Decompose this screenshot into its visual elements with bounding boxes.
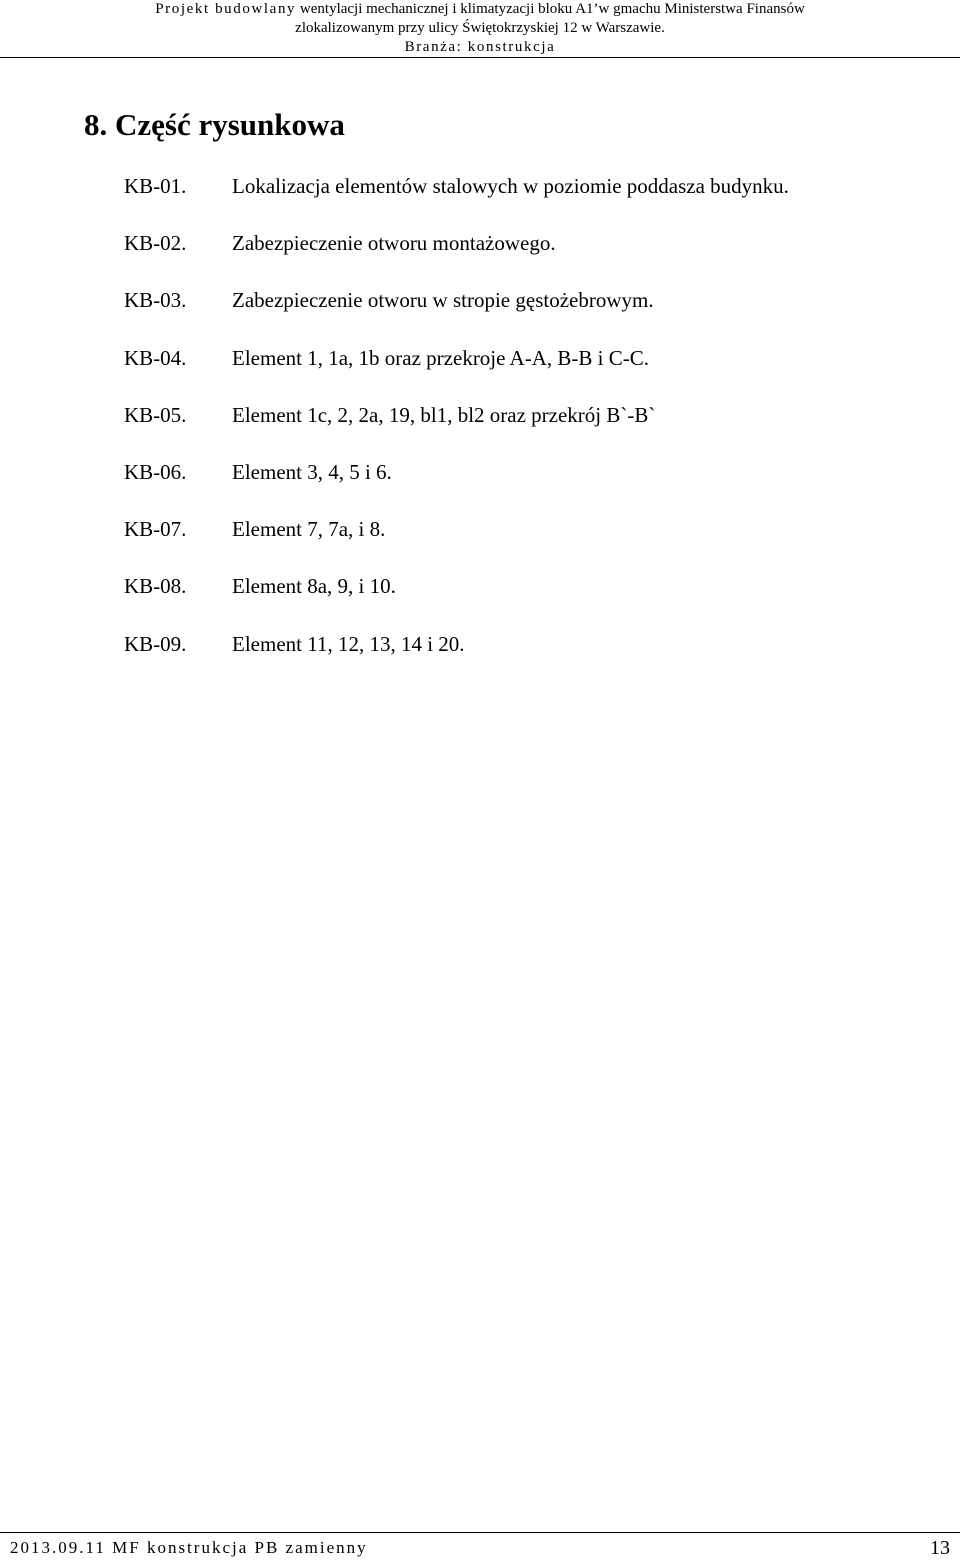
header-divider	[0, 57, 960, 58]
drawing-code: KB-02.	[124, 231, 187, 256]
header-line-project	[0, 0, 960, 19]
drawing-item	[124, 225, 789, 282]
drawing-code: KB-09.	[124, 631, 187, 656]
drawing-code: KB-08.	[124, 574, 187, 599]
drawing-code: KB-04.	[124, 345, 187, 370]
drawing-description: Zabezpieczenie otworu w stropie gęstożebrowym.	[232, 288, 654, 313]
drawing-item	[124, 511, 789, 568]
drawing-description: Lokalizacja elementów stalowych w poziomie poddasza budynku.	[232, 174, 789, 198]
header-line-location: zlokalizowanym przy ulicy Świętokrzyskiej 12 w Warszawie.	[295, 20, 665, 36]
header-line-discipline: Branża: konstrukcja	[404, 39, 556, 55]
drawing-item	[124, 568, 789, 625]
footer-document-info: 2013.09.11 MF konstrukcja PB zamienny	[10, 1538, 368, 1557]
section-title: 8. Część rysunkowa	[84, 107, 345, 142]
drawing-code: KB-05.	[124, 402, 187, 427]
drawing-description: Element 1c, 2, 2a, 19, bl1, bl2 oraz przekrój B`-B`	[232, 402, 656, 427]
page-footer	[0, 1535, 960, 1561]
drawing-code: KB-01.	[124, 174, 187, 198]
drawing-item	[124, 397, 789, 454]
drawing-description: Element 11, 12, 13, 14 i 20.	[232, 631, 465, 656]
page-header	[0, 0, 960, 57]
drawing-list	[124, 168, 789, 683]
header-project-text: wentylacji mechanicznej i klimatyzacji bloku A1’w gmachu Ministerstwa Finansów	[296, 1, 805, 17]
drawing-code: KB-07.	[124, 517, 187, 542]
drawing-item	[124, 340, 789, 397]
drawing-item	[124, 282, 789, 339]
drawing-description: Element 3, 4, 5 i 6.	[232, 459, 392, 484]
drawing-item	[124, 626, 789, 683]
header-project-label: Projekt budowlany	[155, 1, 297, 17]
drawing-item	[124, 454, 789, 511]
drawing-description: Element 1, 1a, 1b oraz przekroje A-A, B-B i C-C.	[232, 345, 649, 370]
drawing-code: KB-03.	[124, 288, 187, 313]
footer-divider	[0, 1532, 960, 1533]
drawing-code: KB-06.	[124, 459, 187, 484]
drawing-item	[124, 168, 789, 225]
drawing-description: Element 8a, 9, i 10.	[232, 574, 396, 599]
page-number: 13	[930, 1537, 950, 1559]
drawing-description: Zabezpieczenie otworu montażowego.	[232, 231, 556, 256]
drawing-description: Element 7, 7a, i 8.	[232, 517, 386, 542]
